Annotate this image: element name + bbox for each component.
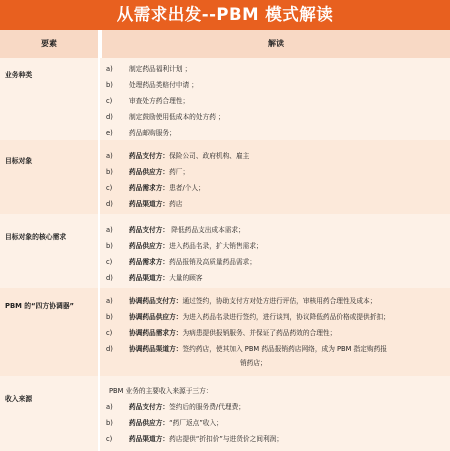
page-title: 从需求出发--PBM 模式解读 xyxy=(0,0,450,30)
item-marker: c) xyxy=(106,435,113,443)
item-marker: b) xyxy=(106,242,113,250)
column-header-element: 要素 xyxy=(0,30,100,58)
item-marker: a) xyxy=(106,65,113,73)
table-row-business-types: 业务种类 a) 制定药品福利计划 ； b) 处理药品类赔付申请 ； c) 审查处方药合理性； d) 制定鼓励使用低成本的处方药 ； e) 药品邮购服务； xyxy=(0,58,450,140)
table-row-four-party-coordinator: PBM 的“四方协调器” a) 协调药品支付方：通过签约，协助支付方对处方进行评估，审核用药合理性及成本； b) 协调药品供应方：为进入药品名录进行签约，进行谈判，协议降低药品价格或提供折扣； c) 协调药品需求方：为病患提供报销服务、并保证了药品药效的合理性； d) 协调药品渠道方：签约药店，使其加入 PBM 药品报销药店网络，成为 PBM 指定购药报 销药店； xyxy=(0,288,450,376)
item-marker: d) xyxy=(106,274,113,282)
item-marker: a) xyxy=(106,297,113,305)
row-label: 业务种类 xyxy=(5,71,33,79)
item-marker: b) xyxy=(106,168,113,176)
item-marker: a) xyxy=(106,226,113,234)
item-marker: a) xyxy=(106,403,113,411)
item-marker: d) xyxy=(106,200,113,208)
item-marker: b) xyxy=(106,419,113,427)
item-marker: c) xyxy=(106,329,113,337)
section-intro: PBM 业务的主要收入来源于三方： xyxy=(109,387,213,395)
table-row-target-objects: 目标对象 a) 药品支付方：保险公司、政府机构、雇主 b) 药品供应方：药厂； c) 药品需求方：患者/个人； d) 药品渠道方：药店 xyxy=(0,140,450,214)
item-marker: a) xyxy=(106,152,113,160)
item-marker: d) xyxy=(106,345,113,353)
item-marker: c) xyxy=(106,184,113,192)
item-marker: b) xyxy=(106,313,113,321)
column-header-interpretation: 解读 xyxy=(102,30,450,58)
row-label: 收入来源 xyxy=(5,395,33,403)
table-row-revenue-sources: 收入来源 PBM 业务的主要收入来源于三方： a) 药品支付方：签约后的服务费/代理费； b) 药品供应方：“药厂返点”收入； c) 药品渠道方：药店提供“折扣价”与进货价之间利润； xyxy=(0,376,450,451)
item-marker: e) xyxy=(106,129,113,137)
table-row-core-needs: 目标对象的核心需求 a) 药品支付方： 降低药品支出成本需求； b) 药品供应方：进入药品名录，扩大销售需求； c) 药品需求方：药品报销及高质量药品需求； d) 药品渠道方：大量的顾客 xyxy=(0,214,450,288)
row-label: PBM 的“四方协调器” xyxy=(5,302,75,310)
item-marker: b) xyxy=(106,81,113,89)
row-label: 目标对象的核心需求 xyxy=(5,233,67,241)
item-marker: c) xyxy=(106,97,113,105)
row-label: 目标对象 xyxy=(5,157,33,165)
item-marker: d) xyxy=(106,113,113,121)
item-marker: c) xyxy=(106,258,113,266)
